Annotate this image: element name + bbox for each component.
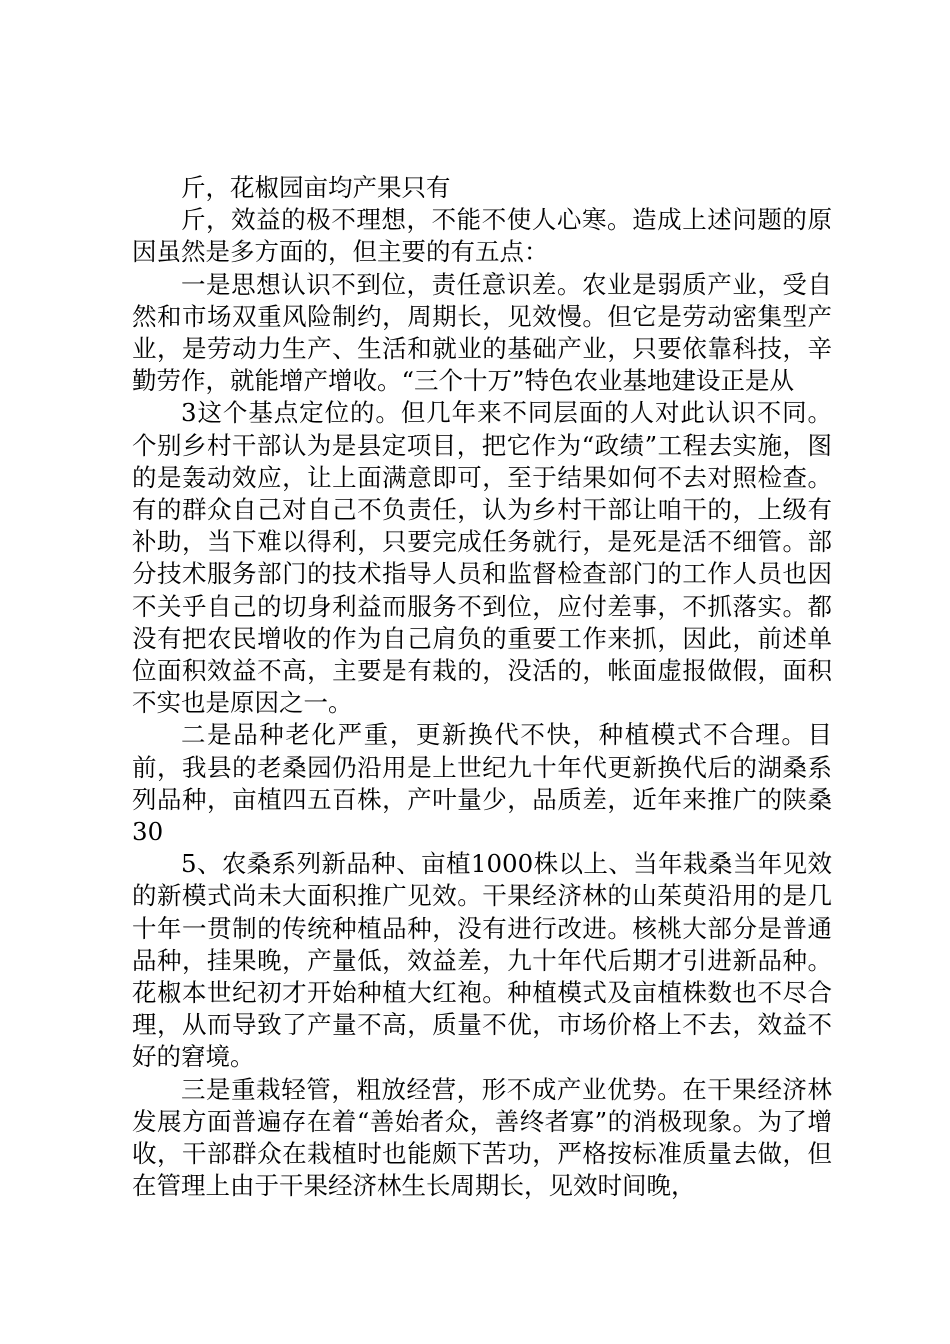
document-body <box>132 172 832 1203</box>
paragraph-4: 3这个基点定位的。但几年来不同层面的人对此认识不同。个别乡村干部认为是县定项目，把它作为“政绩”工程去实施，图的是轰动效应，让上面满意即可，至于结果如何不去对照检查。有的群众自己对自己不负责任，认为乡村干部让咱干的，上级有补助，当下难以得利，只要完成任务就行，是死是活不细管。部分技术服务部门的技术指导人员和监督检查部门的工作人员也因不关乎自己的切身利益而服务不到位，应付差事，不抓落实。都没有把农民增收的作为自己肩负的重要工作来抓，因此，前述单位面积效益不高，主要是有栽的，没活的，帐面虚报做假，面积不实也是原因之一。 <box>132 398 832 718</box>
paragraph-2: 斤，效益的极不理想，不能不使人心寒。造成上述问题的原因虽然是多方面的，但主要的有五点： <box>132 205 832 267</box>
paragraph-7: 三是重栽轻管，粗放经营，形不成产业优势。在干果经济林发展方面普遍存在着“善始者众，善终者寡”的消极现象。为了增收，干部群众在栽植时也能颇下苦功，严格按标准质量去做，但在管理上由于干果经济林生长周期长，见效时间晚， <box>132 1074 832 1201</box>
paragraph-5: 二是品种老化严重，更新换代不快，种植模式不合理。目前，我县的老桑园仍沿用是上世纪九十年代更新换代后的湖桑系列品种，亩植四五百株，产叶量少，品质差，近年来推广的陕桑30 <box>132 720 832 847</box>
paragraph-6: 5、农桑系列新品种、亩植1000株以上、当年栽桑当年见效的新模式尚未大面积推广见效。干果经济林的山茱萸沿用的是几十年一贯制的传统种植品种，没有进行改进。核桃大部分是普通品种，挂果晚，产量低，效益差，九十年代后期才引进新品种。花椒本世纪初才开始种植大红袍。种植模式及亩植株数也不尽合理，从而导致了产量不高，质量不优，市场价格上不去，效益不好的窘境。 <box>132 849 832 1072</box>
paragraph-1: 斤，花椒园亩均产果只有 <box>181 173 451 202</box>
paragraph-3: 一是思想认识不到位，责任意识差。农业是弱质产业，受自然和市场双重风险制约，周期长，见效慢。但它是劳动密集型产业，是劳动力生产、生活和就业的基础产业，只要依靠科技，辛勤劳作，就能增产增收。“三个十万”特色农业基地建设正是从 <box>132 269 832 396</box>
